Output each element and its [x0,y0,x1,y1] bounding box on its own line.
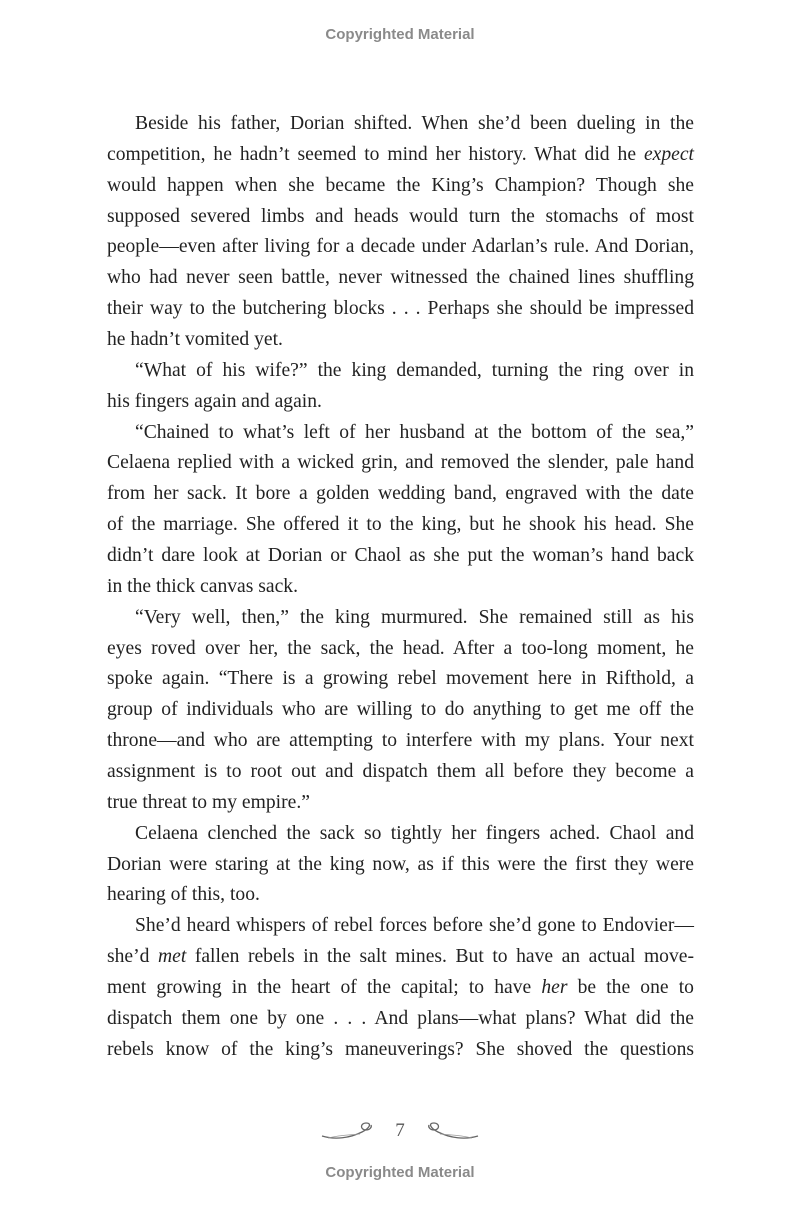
text-segment: throne—and who are attempting to interfere with my plans. Your next [107,730,694,752]
book-text-body [107,109,694,1066]
text-segment: in the thick canvas sack. [107,575,298,597]
text-segment: she’d [107,946,158,968]
italic-text: met [157,946,187,968]
text-line [107,325,694,356]
text-line [107,1035,694,1066]
text-line [107,356,694,387]
text-line [107,232,694,263]
text-segment: people—even after living for a decade under Adarlan’s rule. And Dorian, [107,236,694,258]
text-line [107,294,694,325]
text-line [107,541,694,572]
text-segment: be the one to [567,977,694,999]
text-segment: hearing of this, too. [107,884,260,906]
text-line [107,202,694,233]
text-line [107,448,694,479]
text-segment: would happen when she became the King’s Champion? Though she [107,174,694,196]
copyright-watermark-footer: Copyrighted Material [325,1164,475,1181]
text-line [107,510,694,541]
text-line [107,973,694,1004]
text-segment: group of individuals who are willing to do anything to get me off the [107,699,694,721]
text-segment: Dorian were staring at the king now, as if this were the first they were [107,853,694,875]
text-line [107,634,694,665]
paragraph [107,911,694,1065]
text-line [107,880,694,911]
text-segment: “What of his wife?” the king demanded, turning the ring over in [135,359,694,381]
text-segment: dispatch them one by one . . . And plans—what plans? What did the [107,1007,694,1029]
text-segment: “Chained to what’s left of her husband at the bottom of the sea,” [135,421,694,443]
text-segment: Celaena replied with a wicked grin, and removed the slender, pale hand [107,452,694,474]
text-segment: eyes roved over her, the sack, the head. After a too-long moment, he [107,637,694,659]
text-segment: their way to the butchering blocks . . . Perhaps she should be impressed [107,298,694,320]
text-line [107,387,694,418]
text-segment: Celaena clenched the sack so tightly her fingers ached. Chaol and [135,822,694,844]
page-number: 7 [395,1120,405,1141]
text-segment: fallen rebels in the salt mines. But to have an actual move- [186,946,694,968]
paragraph [107,418,694,603]
text-line [107,572,694,603]
paragraph [107,819,694,912]
text-line [107,109,694,140]
text-line [107,911,694,942]
text-segment: ment growing in the heart of the capital; to have [107,977,542,999]
text-segment: he hadn’t vomited yet. [107,329,283,351]
text-line [107,418,694,449]
italic-text: expect [643,143,694,165]
text-segment: spoke again. “There is a growing rebel movement here in Rifthold, a [107,668,694,690]
text-segment: Beside his father, Dorian shifted. When she’d been dueling in the [135,113,694,134]
text-line [107,819,694,850]
text-line [107,140,694,171]
text-segment: didn’t dare look at Dorian or Chaol as she put the woman’s hand back [107,545,694,567]
text-line [107,171,694,202]
text-line [107,695,694,726]
italic-text: her [541,977,568,999]
text-segment: who had never seen battle, never witnessed the chained lines shuffling [107,267,694,289]
text-segment: assignment is to root out and dispatch them all before they become a [107,761,694,783]
text-segment: his fingers again and again. [107,390,322,412]
text-line [107,942,694,973]
text-segment: supposed severed limbs and heads would turn the stomachs of most [107,205,694,227]
left-flourish-icon [320,1120,380,1142]
text-line [107,788,694,819]
text-segment: from her sack. It bore a golden wedding band, engraved with the date [107,483,694,505]
text-segment: “Very well, then,” the king murmured. She remained still as his [135,606,694,628]
text-segment: She’d heard whispers of rebel forces before she’d gone to Endovier— [135,915,694,937]
text-segment: true threat to my empire.” [107,791,310,813]
text-segment: rebels know of the king’s maneuverings? She shoved the questions [107,1038,694,1060]
text-line [107,664,694,695]
right-flourish-icon [420,1120,480,1142]
text-line [107,1004,694,1035]
text-line [107,479,694,510]
paragraph [107,109,694,356]
text-line [107,850,694,881]
copyright-watermark-header: Copyrighted Material [325,26,475,43]
paragraph [107,603,694,819]
text-line [107,263,694,294]
text-line [107,603,694,634]
text-line [107,757,694,788]
page-folio [0,1120,800,1142]
paragraph [107,356,694,418]
text-segment: competition, he hadn’t seemed to mind her history. What did he [107,143,644,165]
text-line [107,726,694,757]
text-segment: of the marriage. She offered it to the king, but he shook his head. She [107,514,694,536]
